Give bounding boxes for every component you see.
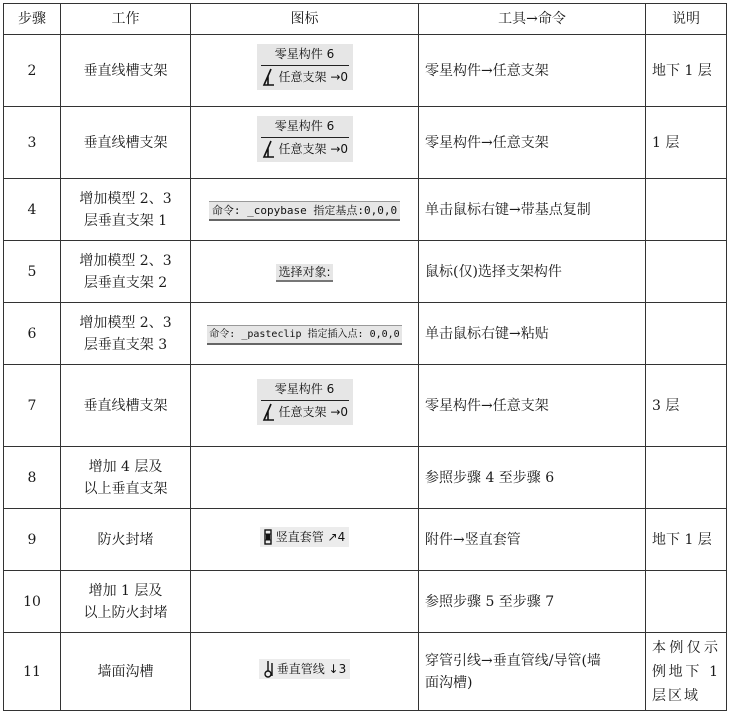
- step-number: 3: [4, 107, 61, 179]
- vertical-sleeve-icon: [264, 529, 272, 545]
- table-row: [4, 447, 727, 509]
- table-row: [4, 509, 727, 571]
- step-number: 5: [4, 241, 61, 303]
- tool-text: 鼠标(仅)选择支架构件: [425, 263, 562, 280]
- icon-cell: [191, 633, 419, 711]
- header-task: 工作: [61, 4, 191, 35]
- tool-text: 附件→竖直套管: [425, 531, 521, 548]
- bracket-label: 任意支架 →0: [278, 405, 349, 419]
- tool-cell: [419, 509, 646, 571]
- divider: [261, 400, 349, 401]
- task-cell: [61, 35, 191, 107]
- sleeve-tool-icon: [260, 527, 350, 547]
- tool-cell: [419, 241, 646, 303]
- tool-cell: [419, 365, 646, 447]
- step-number: 2: [4, 35, 61, 107]
- task-text: 增加模型 2、3: [79, 314, 172, 331]
- component-tool-icon: [257, 44, 353, 90]
- task-text: 垂直线槽支架: [83, 397, 168, 414]
- task-cell: [61, 571, 191, 633]
- table-row: [4, 35, 727, 107]
- icon-cell: [191, 241, 419, 303]
- step-number: 4: [4, 179, 61, 241]
- select-object-prompt: 选择对象:: [276, 264, 332, 282]
- icon-cell: [191, 107, 419, 179]
- bracket-label: 任意支架 →0: [278, 142, 349, 156]
- task-text: 层垂直支架 3: [83, 336, 168, 353]
- task-cell: [61, 303, 191, 365]
- task-text: 防火封堵: [97, 531, 154, 548]
- task-text: 增加模型 2、3: [79, 190, 172, 207]
- note-cell: 本例仅示例地下 1 层区域: [646, 633, 727, 711]
- sleeve-tool-label: 竖直套管 ↗4: [275, 530, 346, 544]
- tool-text: 单击鼠标右键→粘贴: [425, 325, 549, 342]
- component-tool-icon: [257, 379, 353, 425]
- tool-text: 面沟槽): [425, 674, 473, 691]
- task-text: 以上防火封堵: [83, 604, 168, 621]
- tool-cell: [419, 447, 646, 509]
- table-row: [4, 241, 727, 303]
- table-row: [4, 571, 727, 633]
- task-cell: [61, 447, 191, 509]
- note-cell: 地下 1 层: [646, 35, 727, 107]
- note-cell: 1 层: [646, 107, 727, 179]
- icon-cell: [191, 509, 419, 571]
- note-cell: [646, 303, 727, 365]
- task-cell: [61, 179, 191, 241]
- vertical-pipe-label: 垂直管线 ↓3: [276, 661, 347, 676]
- bracket-icon: [261, 140, 275, 159]
- header-row: [4, 4, 727, 35]
- table-row: [4, 365, 727, 447]
- task-text: 垂直线槽支架: [83, 134, 168, 151]
- task-cell: [61, 241, 191, 303]
- task-cell: [61, 633, 191, 711]
- task-text: 增加 1 层及: [88, 582, 163, 599]
- task-text: 增加 4 层及: [88, 458, 163, 475]
- icon-cell: [191, 35, 419, 107]
- note-cell: 3 层: [646, 365, 727, 447]
- table-row: [4, 107, 727, 179]
- tool-cell: [419, 107, 646, 179]
- tool-cell: [419, 35, 646, 107]
- header-step: 步骤: [4, 4, 61, 35]
- icon-cell: [191, 447, 419, 509]
- component-count-label: 零星构件 6: [274, 382, 335, 396]
- task-cell: [61, 509, 191, 571]
- divider: [261, 137, 349, 138]
- icon-cell: [191, 571, 419, 633]
- note-cell: 地下 1 层: [646, 509, 727, 571]
- bracket-icon: [261, 68, 275, 87]
- command-line: 命令: _copybase 指定基点:0,0,0: [209, 201, 400, 221]
- step-number: 7: [4, 365, 61, 447]
- task-text: 墙面沟槽: [97, 663, 154, 680]
- header-note: 说明: [646, 4, 727, 35]
- step-number: 11: [4, 633, 61, 711]
- step-number: 10: [4, 571, 61, 633]
- task-text: 层垂直支架 2: [83, 274, 168, 291]
- component-count-label: 零星构件 6: [274, 47, 335, 61]
- tool-text: 零星构件→任意支架: [425, 62, 549, 79]
- component-tool-icon: [257, 116, 353, 162]
- task-text: 层垂直支架 1: [83, 212, 168, 229]
- vertical-pipe-icon: [263, 660, 273, 678]
- tool-text: 参照步骤 5 至步骤 7: [425, 593, 555, 610]
- note-cell: [646, 447, 727, 509]
- step-number: 9: [4, 509, 61, 571]
- note-cell: [646, 241, 727, 303]
- task-cell: [61, 107, 191, 179]
- tool-text: 穿管引线→垂直管线/导管(墙: [425, 652, 601, 669]
- header-icon: 图标: [191, 4, 419, 35]
- tool-cell: [419, 179, 646, 241]
- task-text: 垂直线槽支架: [83, 62, 168, 79]
- tool-text: 零星构件→任意支架: [425, 134, 549, 151]
- vertical-pipe-tool-icon: [259, 659, 351, 679]
- bracket-icon: [261, 403, 275, 422]
- tool-cell: [419, 633, 646, 711]
- step-number: 6: [4, 303, 61, 365]
- task-text: 以上垂直支架: [83, 480, 168, 497]
- tool-text: 单击鼠标右键→带基点复制: [425, 201, 591, 218]
- header-tool-command: 工具→命令: [419, 4, 646, 35]
- steps-table: [3, 3, 727, 711]
- task-text: 增加模型 2、3: [79, 252, 172, 269]
- note-cell: [646, 179, 727, 241]
- icon-cell: [191, 365, 419, 447]
- bracket-label: 任意支架 →0: [278, 70, 349, 84]
- table-row: [4, 633, 727, 711]
- tool-text: 参照步骤 4 至步骤 6: [425, 469, 555, 486]
- icon-cell: [191, 179, 419, 241]
- command-line: 命令: _pasteclip 指定插入点: 0,0,0: [207, 325, 401, 345]
- table-row: [4, 179, 727, 241]
- divider: [261, 65, 349, 66]
- tool-cell: [419, 571, 646, 633]
- tool-text: 零星构件→任意支架: [425, 397, 549, 414]
- table-row: [4, 303, 727, 365]
- component-count-label: 零星构件 6: [274, 119, 335, 133]
- note-cell: [646, 571, 727, 633]
- task-cell: [61, 365, 191, 447]
- icon-cell: [191, 303, 419, 365]
- tool-cell: [419, 303, 646, 365]
- step-number: 8: [4, 447, 61, 509]
